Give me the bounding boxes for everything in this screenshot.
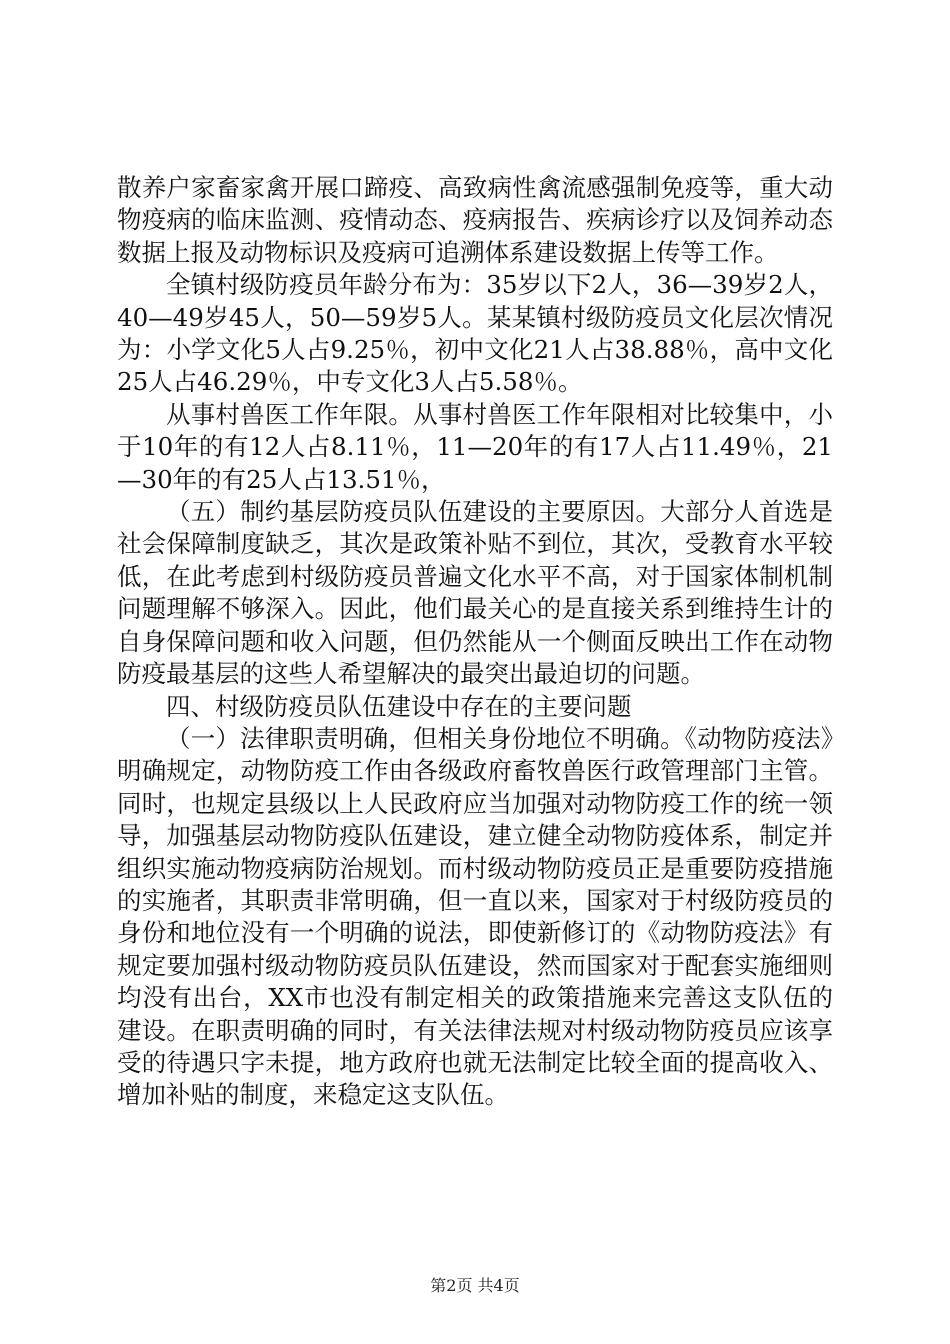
paragraph-main-reasons: （五）制约基层防疫员队伍建设的主要原因。大部分人首选是社会保障制度缺乏，其次是政策补贴不到位，其次，受教育水平较低，在此考虑到村级防疫员普遍文化水平不高，对于国家体制机制问题理解不够深入。因此，他们最关心的是直接关系到维持生计的自身保障问题和收入问题，但仍然能从一个侧面反映出工作在动物防疫最基层的这些人希望解决的最突出最迫切的问题。: [117, 497, 833, 689]
document-body: [117, 172, 833, 1112]
paragraph-legal-responsibility: （一）法律职责明确，但相关身份地位不明确。《动物防疫法》明确规定，动物防疫工作由各级政府畜牧兽医行政管理部门主管。同时，也规定县级以上人民政府应当加强对动物防疫工作的统一领导，加强基层动物防疫队伍建设，建立健全动物防疫体系，制定并组织实施动物疫病防治规划。而村级动物防疫员正是重要防疫措施的实施者，其职责非常明确，但一直以来，国家对于村级防疫员的身份和地位没有一个明确的说法，即使新修订的《动物防疫法》有规定要加强村级动物防疫员队伍建设，然而国家对于配套实施细则均没有出台，XX市也没有制定相关的政策措施来完善这支队伍的建设。在职责明确的同时，有关法律法规对村级动物防疫员应该享受的待遇只字未提，地方政府也就无法制定比较全面的提高收入、增加补贴的制度，来稳定这支队伍。: [117, 723, 833, 1110]
paragraph-age-distribution: 全镇村级防疫员年龄分布为：35岁以下2人，36—39岁2人，40—49岁45人，50—59岁5人。某某镇村级防疫员文化层次情况为：小学文化5人占9.25％，初中文化21人占38.88％，高中文化25人占46.29％，中专文化3人占5.58％。: [117, 270, 833, 397]
page-number-footer: 第2页 共4页: [430, 1276, 520, 1295]
paragraph-work-years: 从事村兽医工作年限。从事村兽医工作年限相对比较集中，小于10年的有12人占8.11％，11—20年的有17人占11.49％，21—30年的有25人占13.51％，: [117, 399, 833, 494]
paragraph-livestock-tasks: 散养户家畜家禽开展口蹄疫、高致病性禽流感强制免疫等，重大动物疫病的临床监测、疫情动态、疫病报告、疾病诊疗以及饲养动态数据上报及动物标识及疫病可追溯体系建设数据上传等工作。: [117, 173, 833, 267]
section-heading-main-problems: 四、村级防疫员队伍建设中存在的主要问题: [166, 691, 632, 721]
